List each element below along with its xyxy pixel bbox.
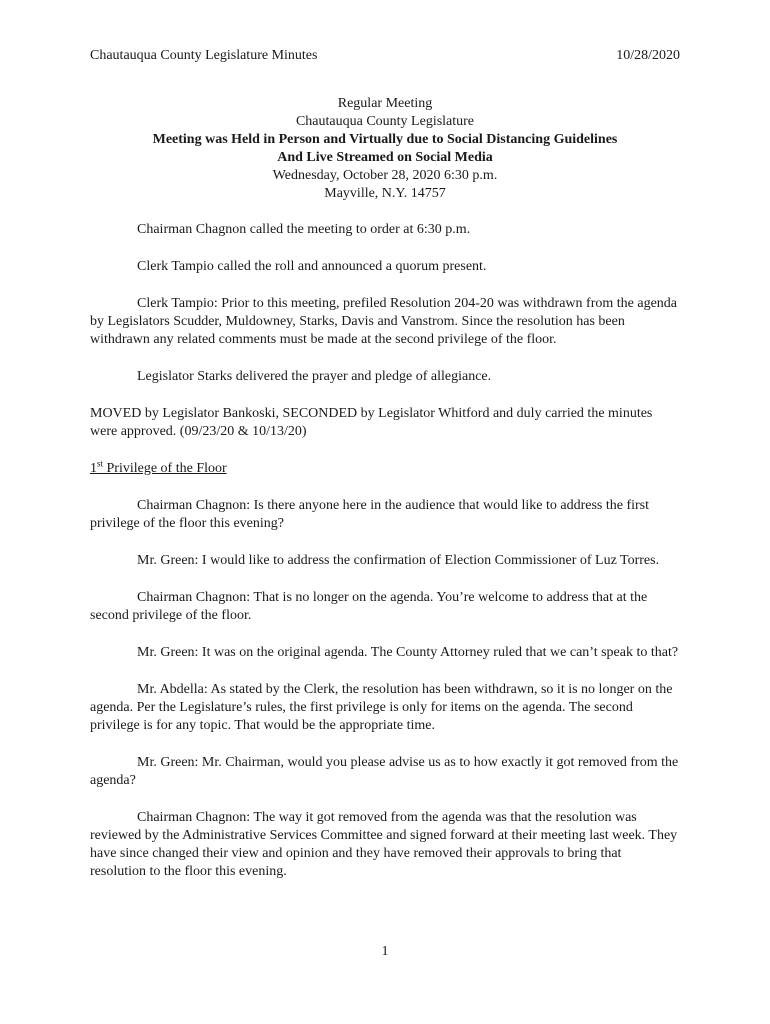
dialogue-paragraph: Chairman Chagnon: That is no longer on the agenda. You’re welcome to address that at the second privilege of the floor.: [90, 590, 648, 623]
prayer-paragraph: Legislator Starks delivered the prayer and pledge of allegiance.: [137, 369, 492, 384]
section-title: Privilege of the Floor: [103, 461, 227, 476]
meeting-type: Regular Meeting: [337, 96, 433, 111]
meeting-date: Wednesday, October 28, 2020 6:30 p.m.: [272, 168, 498, 183]
minutes-body: [90, 221, 680, 900]
section-number: 1: [90, 461, 97, 476]
dialogue-paragraph: Mr. Abdella: As stated by the Clerk, the resolution has been withdrawn, so it is no longer on the agenda. Per the Legislature’s rules, the first privilege is only for items on the agenda. The second privilege is for any topic. That would be the appropriate time.: [90, 682, 673, 733]
dialogue-paragraph: Mr. Green: I would like to address the confirmation of Election Commissioner of Luz Torres.: [137, 553, 660, 568]
meeting-location: Mayville, N.Y. 14757: [324, 186, 446, 201]
motion-paragraph: MOVED by Legislator Bankoski, SECONDED by Legislator Whitford and duly carried the minutes were approved. (09/23/20 & 10/13/20): [90, 406, 653, 439]
running-header: [90, 47, 680, 67]
page-number: 1: [381, 944, 389, 959]
dialogue-paragraph: Mr. Green: Mr. Chairman, would you please advise us as to how exactly it got removed from the agenda?: [90, 755, 679, 788]
dialogue-paragraph: Chairman Chagnon: The way it got removed from the agenda was that the resolution was reviewed by the Administrative Services Committee and signed forward at their meeting last week. They have since changed their view and opinion and they have removed their approvals to bring that resolution to the floor this evening.: [90, 810, 678, 879]
roll-call-paragraph: Clerk Tampio called the roll and announced a quorum present.: [137, 259, 487, 274]
dialogue-paragraph: Chairman Chagnon: Is there anyone here in the audience that would like to address the first privilege of the floor this evening?: [90, 498, 650, 531]
withdrawn-resolution-paragraph: Clerk Tampio: Prior to this meeting, prefiled Resolution 204-20 was withdrawn from the agenda by Legislators Scudder, Muldowney, Starks, Davis and Vanstrom. Since the resolution has been withdrawn any related comments must be made at the second privilege of the floor.: [90, 296, 677, 347]
title-block: [80, 95, 690, 203]
body-name: Chautauqua County Legislature: [295, 114, 475, 129]
header-date: 10/28/2020: [616, 48, 680, 63]
header-title: Chautauqua County Legislature Minutes: [90, 48, 318, 63]
format-notice: Meeting was Held in Person and Virtually due to Social Distancing Guidelines: [152, 132, 618, 147]
call-to-order-paragraph: Chairman Chagnon called the meeting to order at 6:30 p.m.: [137, 222, 471, 237]
dialogue-paragraph: Mr. Green: It was on the original agenda. The County Attorney ruled that we can’t speak to that?: [137, 645, 679, 660]
section-heading-first-privilege: [90, 460, 680, 478]
stream-notice: And Live Streamed on Social Media: [277, 150, 493, 165]
section-ordinal-suffix: st: [97, 458, 104, 469]
